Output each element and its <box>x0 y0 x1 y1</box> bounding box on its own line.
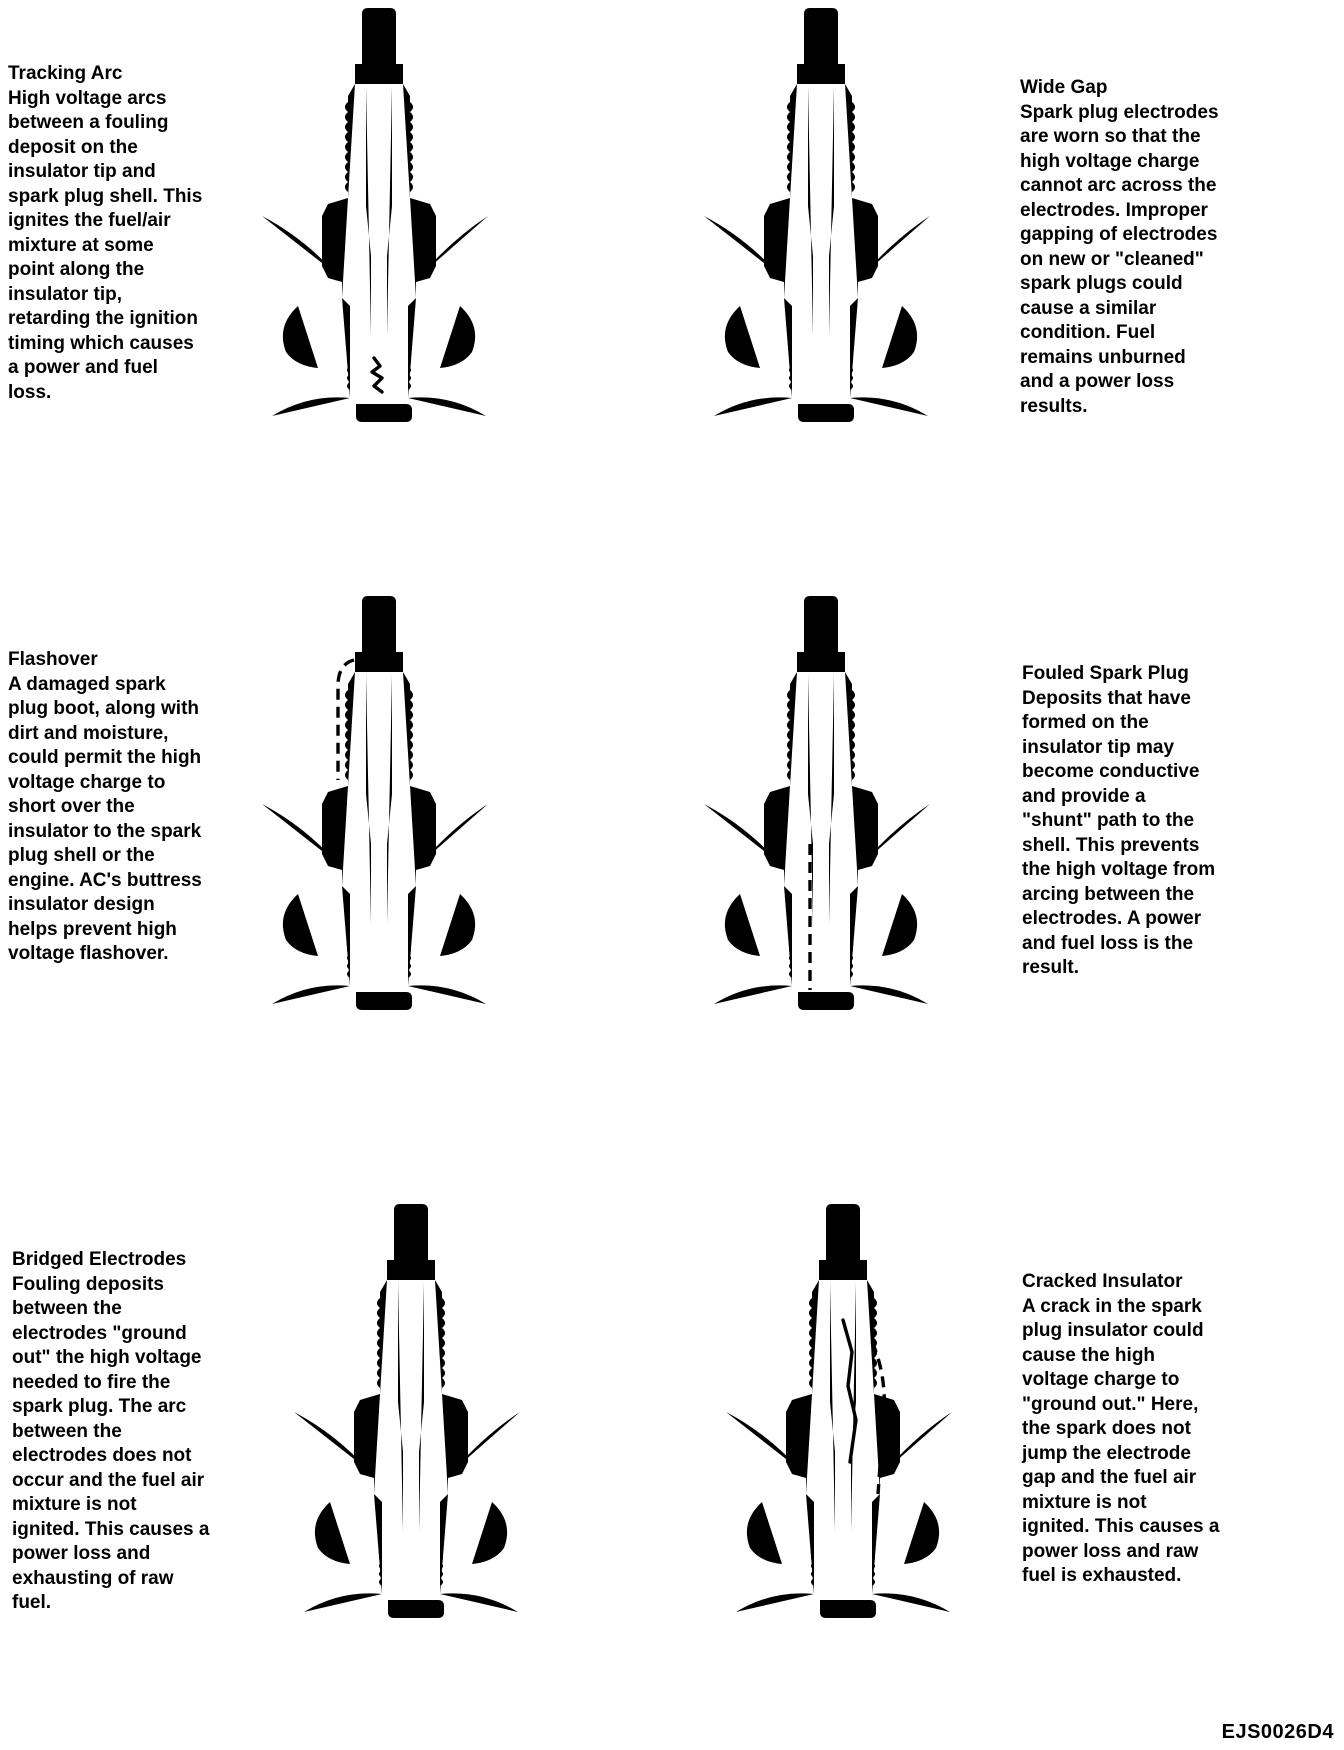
panel-title: Tracking Arc <box>8 63 123 84</box>
bridged-deposit-icon <box>402 1602 436 1614</box>
panel-description: Fouling deposits between the electrodes "ground out" the high voltage needed to fire the spark plug. The arc between the electrodes does not occur and the fuel air mixture is not ignited. This causes a power loss and exhausting of raw fuel. <box>12 1273 210 1613</box>
panel-title: Flashover <box>8 649 98 670</box>
panel-description: Deposits that have formed on the insulator tip may become conductive and provide a "shunt" path to the shell. This prevents the high voltage from arcing between the electrodes. A power and fuel loss is the result. <box>1022 687 1216 978</box>
panel-description: Spark plug electrodes are worn so that the high voltage charge cannot arc across the electrodes. Improper gapping of electrodes on new or "cleaned" spark plugs could cause a similar condition. Fuel remains unburned and a power loss results. <box>1020 101 1219 417</box>
spark-plug-cracked-insulator-illustration <box>722 1202 952 1622</box>
panel-bridged-electrodes-text <box>12 1248 242 1616</box>
panel-description: A damaged spark plug boot, along with dirt and moisture, could permit the high voltage charge to short over the insulator to the spark plug shell or the engine. AC's buttress insulator design helps prevent high voltage flashover. <box>8 673 202 964</box>
spark-plug-bridged-electrodes-illustration <box>290 1202 520 1622</box>
panel-title: Cracked Insulator <box>1022 1271 1183 1292</box>
spark-plug-fouled-illustration <box>700 594 930 1014</box>
figure-code: EJS0026D4 <box>1221 1721 1334 1743</box>
panel-fouled-spark-plug-text <box>1022 662 1262 981</box>
panel-description: High voltage arcs between a fouling deposit on the insulator tip and spark plug shell. This ignites the fuel/air mixture at some point along the insulator tip, retarding the ignition timing which causes a power and fuel loss. <box>8 87 203 403</box>
panel-title: Bridged Electrodes <box>12 1249 187 1270</box>
panel-tracking-arc-text <box>8 62 228 405</box>
panel-description: A crack in the spark plug insulator could cause the high voltage charge to "ground out." Here, the spark does not jump the electrode gap and the fuel air mixture is not ignited. This causes a power loss and raw fuel is exhausted. <box>1022 1295 1220 1586</box>
panel-title: Fouled Spark Plug <box>1022 663 1189 684</box>
spark-plug-tracking-arc-illustration <box>258 6 488 426</box>
panel-wide-gap-text <box>1020 76 1260 419</box>
panel-flashover-text <box>8 648 238 967</box>
panel-cracked-insulator-text <box>1022 1270 1262 1589</box>
spark-plug-wide-gap-illustration <box>700 6 930 426</box>
panel-title: Wide Gap <box>1020 77 1108 98</box>
spark-plug-flashover-illustration <box>258 594 488 1014</box>
tracking-arc-spark-icon <box>372 358 382 392</box>
